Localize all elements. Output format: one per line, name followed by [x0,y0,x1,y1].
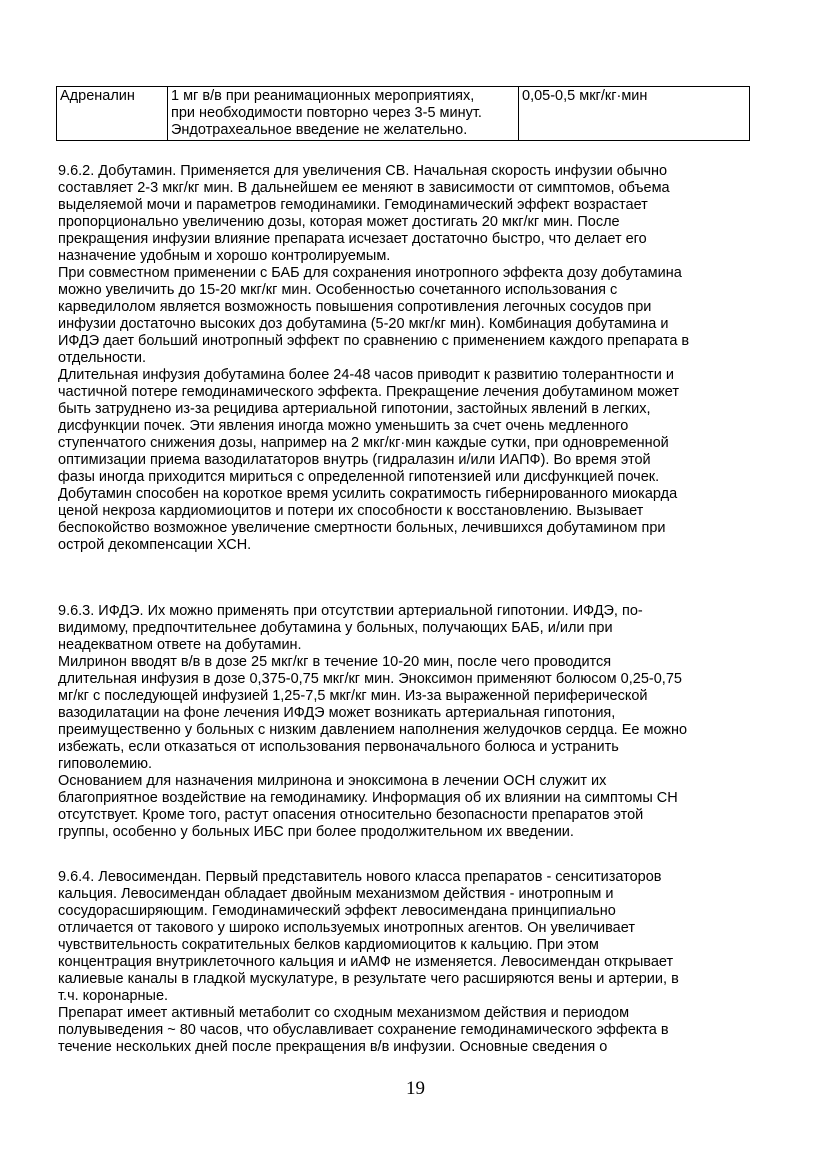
text-line: назначение удобным и хорошо контролируемым. [58,248,391,264]
text-line: карведилолом является возможность повышения сопротивления легочных сосудов при [58,299,652,315]
section-9-6-3-ifde [58,603,778,841]
text-line: оптимизации приема вазодилататоров внутрь (гидралазин и/или ИАПФ). Во время этой [58,452,651,468]
text-line: Добутамин способен на короткое время усилить сократимость гибернированного миокарда [58,486,678,502]
text-line: ступенчатого снижения дозы, например на 2 мкг/кг·мин каждые сутки, при одновременной [58,435,669,451]
text-line: пропорционально увеличению дозы, которая может достигать 20 мкг/кг мин. После [58,214,620,230]
text-line: полувыведения ~ 80 часов, что обуславливает сохранение гемодинамического эффекта в [58,1022,669,1038]
text-line: При совместном применении с БАБ для сохранения инотропного эффекта дозу добутамина [58,265,682,281]
text-line: быть затруднено из-за рецидива артериальной гипотонии, застойных явлений в легких, [58,401,651,417]
text-line: 9.6.3. ИФДЭ. Их можно применять при отсутствии артериальной гипотонии. ИФДЭ, по- [58,603,643,619]
infusion-rate-cell: 0,05-0,5 мкг/кг·мин [519,87,750,141]
text-line: избежать, если отказаться от использования первоначального болюса и устранить [58,739,619,755]
text-line: Длительная инфузия добутамина более 24-48 часов приводит к развитию толерантности и [58,367,674,383]
text-line: концентрация внутриклеточного кальция и иАМФ не изменяется. Левосимендан открывает [58,954,674,970]
text-line: Препарат имеет активный метаболит со сходным механизмом действия и периодом [58,1005,630,1021]
text-line: беспокойство возможное увеличение смертности больных, лечившихся добутамином при [58,520,666,536]
text-line: Основанием для назначения милринона и эноксимона в лечении ОСН служит их [58,773,607,789]
text-line: длительная инфузия в дозе 0,375-0,75 мкг/кг мин. Эноксимон применяют болюсом 0,25-0,75 [58,671,682,687]
text-line: частичной потере гемодинамического эффекта. Прекращение лечения добутамином может [58,384,679,400]
text-line: видимому, предпочтительнее добутамина у больных, получающих БАБ, и/или при [58,620,613,636]
text-line: неадекватном ответе на добутамин. [58,637,302,653]
text-line: вазодилатации на фоне лечения ИФДЭ может возникать артериальная гипотония, [58,705,616,721]
text-line: отсутствует. Кроме того, растут опасения относительно безопасности препаратов этой [58,807,644,823]
text-line: Милринон вводят в/в в дозе 25 мкг/кг в течение 10-20 мин, после чего проводится [58,654,612,670]
text-line: кальция. Левосимендан обладает двойным механизмом действия - инотропным и [58,886,614,902]
text-line: мг/кг с последующей инфузией 1,25-7,5 мкг/кг мин. Из-за выраженной периферической [58,688,648,704]
dose-line: Эндотрахеальное введение не желательно. [171,122,468,138]
text-line: составляет 2-3 мкг/кг мин. В дальнейшем ее меняют в зависимости от симптомов, объема [58,180,670,196]
text-line: дисфункции почек. Эти явления иногда можно уменьшить за счет очень медленного [58,418,629,434]
text-line: ценой некроза кардиомиоцитов и потери их способности к восстановлению. Вызывает [58,503,644,519]
section-9-6-4-levosimendan [58,869,778,1056]
text-line: 9.6.2. Добутамин. Применяется для увеличения СВ. Начальная скорость инфузии обычно [58,163,668,179]
text-line: отдельности. [58,350,147,366]
text-line: инфузии достаточно высоких доз добутамина (5-20 мкг/кг мин). Комбинация добутамина и [58,316,669,332]
text-line: фазы иногда приходится мириться с определенной гипотензией или дисфункцией почек. [58,469,660,485]
text-line: можно увеличить до 15-20 мкг/кг мин. Особенностью сочетанного использования с [58,282,618,298]
text-line: ИФДЭ дает больший инотропный эффект по сравнению с применением каждого препарата в [58,333,690,349]
text-line: течение нескольких дней после прекращения в/в инфузии. Основные сведения о [58,1039,608,1055]
text-line: прекращения инфузии влияние препарата исчезает достаточно быстро, что делает его [58,231,647,247]
text-line: группы, особенно у больных ИБС при более продолжительном их введении. [58,824,574,840]
text-line: чувствительность сократительных белков кардиомиоцитов к кальцию. При этом [58,937,599,953]
dose-line: 1 мг в/в при реанимационных мероприятиях, [171,88,475,104]
dose-line: при необходимости повторно через 3-5 минут. [171,105,482,121]
drug-dosage-table [56,86,750,141]
table-row [57,87,750,141]
text-line: гиповолемию. [58,756,153,772]
text-line: острой декомпенсации ХСН. [58,537,252,553]
section-9-6-2-dobutamine [58,163,778,554]
text-line: отличается от такового у широко используемых инотропных агентов. Он увеличивает [58,920,635,936]
text-line: преимущественно у больных с низким давлением наполнения желудочков сердца. Ее можно [58,722,688,738]
page-number: 19 [406,1078,425,1099]
text-line: т.ч. коронарные. [58,988,169,1004]
text-line: благоприятное воздействие на гемодинамику. Информация об их влиянии на симптомы СН [58,790,678,806]
dose-cell [168,87,519,141]
text-line: калиевые каналы в гладкой мускулатуре, в результате чего расширяются вены и артерии, в [58,971,679,987]
text-line: выделяемой мочи и параметров гемодинамики. Гемодинамический эффект возрастает [58,197,648,213]
text-line: 9.6.4. Левосимендан. Первый представитель нового класса препаратов - сенситизаторов [58,869,662,885]
text-line: сосудорасширяющим. Гемодинамический эффект левосимендана принципиально [58,903,616,919]
drug-name-cell: Адреналин [57,87,168,141]
